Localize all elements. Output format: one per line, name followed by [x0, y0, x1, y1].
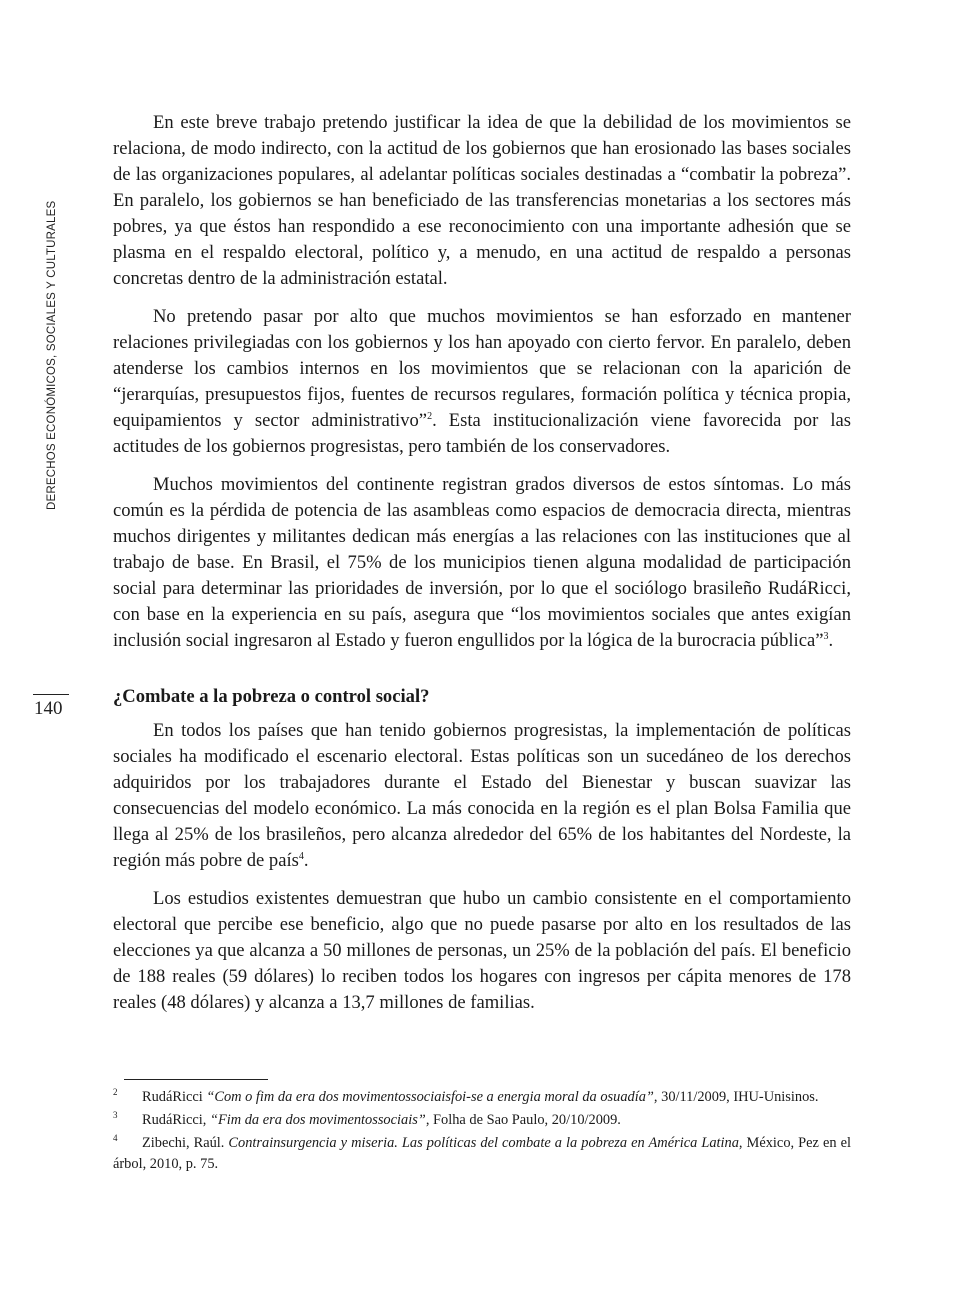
- page-number: 140: [34, 698, 63, 719]
- footnote-4: 4 Zibechi, Raúl. Contrainsurgencia y miseria. Las políticas del combate a la pobreza en América Latina, México, Pez en el árbol, 2010, p. 75.: [113, 1133, 851, 1172]
- paragraph-text: .: [303, 850, 309, 871]
- paragraph-3: [113, 472, 851, 654]
- footnote-title: “Com o fim da era dos movimentossociaisfoi-se a energia moral da osuadía”: [206, 1089, 654, 1105]
- paragraph-text: .: [828, 630, 834, 651]
- paragraph-text: . Esta institucionalización viene favorecida por las actitudes de los gobiernos progresistas, pero también de los conservadores.: [113, 410, 851, 457]
- paragraph-text: No pretendo pasar por alto que muchos movimientos se han esforzado en mantener relaciones privilegiadas con los gobiernos y los han apoyado con cierto fervor. En paralelo, deben atenderse los cambios internos en los movimientos que se relacionan con la aparición de “jerarquías, presupuestos fijos, fuentes de recursos regulares, formación política y técnica propia, equipamientos y sector administrativo”: [113, 306, 851, 431]
- footnote-3: 3 RudáRicci, “Fim da era dos movimentossociais”, Folha de Sao Paulo, 20/10/2009.: [113, 1110, 621, 1128]
- body-text: [113, 110, 851, 1028]
- paragraph-1: [113, 110, 851, 292]
- paragraph-5: [113, 886, 851, 1016]
- paragraph-2: [113, 304, 851, 460]
- footnote-separator: [124, 1079, 268, 1080]
- footnote-rest: , 30/11/2009, IHU-Unisinos.: [653, 1089, 819, 1105]
- page-number-rule: [33, 694, 69, 695]
- paragraph-text: En este breve trabajo pretendo justificar la idea de que la debilidad de los movimientos se relaciona, de modo indirecto, con la actitud de los gobiernos que han erosionado las bases sociales de las organizaciones populares, al adelantar políticas sociales destinadas a “combatir la pobreza”. En paralelo, los gobiernos se han beneficiado de las transferencias monetarias a los sectores más pobres, ya que éstos han respondido a ese reconocimiento con una importante adhesión que se plasma en el respaldo electoral, político y, a menudo, en una actitud de respaldo a personas concretas dentro de la administración estatal.: [113, 112, 851, 289]
- section-heading: ¿Combate a la pobreza o control social?: [113, 686, 430, 707]
- footnote-author: RudáRicci: [142, 1089, 207, 1105]
- footnote-author: Zibechi, Raúl.: [142, 1135, 229, 1151]
- footnote-ref-4[interactable]: 4: [298, 850, 304, 862]
- footnote-ref-3[interactable]: 3: [823, 630, 829, 642]
- footnote-rest: , México, Pez en el árbol, 2010, p. 75.: [113, 1135, 851, 1172]
- paragraph-4: [113, 718, 851, 874]
- running-side-title: DERECHOS ECONÓMICOS, SOCIALES Y CULTURALES: [46, 200, 58, 510]
- paragraph-text: Los estudios existentes demuestran que hubo un cambio consistente en el comportamiento electoral que percibe ese beneficio, algo que no puede pasarse por alto en los resultados de las elecciones ya que alcanza a 50 millones de personas, un 25% de la población del país. El beneficio de 188 reales (59 dólares) lo reciben todos los hogares con ingresos per cápita menores de 178 reales (48 dólares) y alcanza a 13,7 millones de familias.: [113, 888, 851, 1013]
- paragraph-text: Muchos movimientos del continente registran grados diversos de estos síntomas. Lo más común es la pérdida de potencia de las asambleas como espacios de democracia directa, mientras muchos dirigentes y militantes dedican más energías a las relaciones con las instituciones que al trabajo de base. En Brasil, el 75% de los municipios tienen alguna modalidad de participación social para determinar las prioridades de inversión, por lo que el sociólogo brasileño RudáRicci, con base en la experiencia en su país, asegura que “los movimientos sociales que antes exigían inclusión social ingresaron al Estado y fueron engullidos por la lógica de la burocracia pública”: [113, 474, 851, 651]
- paragraph-text: En todos los países que han tenido gobiernos progresistas, la implementación de políticas sociales ha modificado el escenario electoral. Estas políticas son un sucedáneo de los derechos adquiridos por los trabajadores durante el Estado del Bienestar y buscan suavizar las consecuencias del modelo económico. La más conocida en la región es el plan Bolsa Familia que llega al 25% de los brasileños, pero alcanza alrededor del 65% de los habitantes del Nordeste, la región más pobre de país: [113, 720, 851, 871]
- footnote-author: RudáRicci,: [142, 1112, 210, 1128]
- footnote-rest: , Folha de Sao Paulo, 20/10/2009.: [425, 1112, 621, 1128]
- footnote-title: Contrainsurgencia y miseria. Las políticas del combate a la pobreza en América Latina: [228, 1135, 739, 1151]
- footnotes: [113, 1087, 851, 1177]
- footnote-2: 2 RudáRicci “Com o fim da era dos movimentossociaisfoi-se a energia moral da osuadía”, 30/11/2009, IHU-Unisinos.: [113, 1087, 819, 1105]
- footnote-ref-2[interactable]: 2: [427, 410, 433, 422]
- footnote-title: “Fim da era dos movimentossociais”: [209, 1112, 426, 1128]
